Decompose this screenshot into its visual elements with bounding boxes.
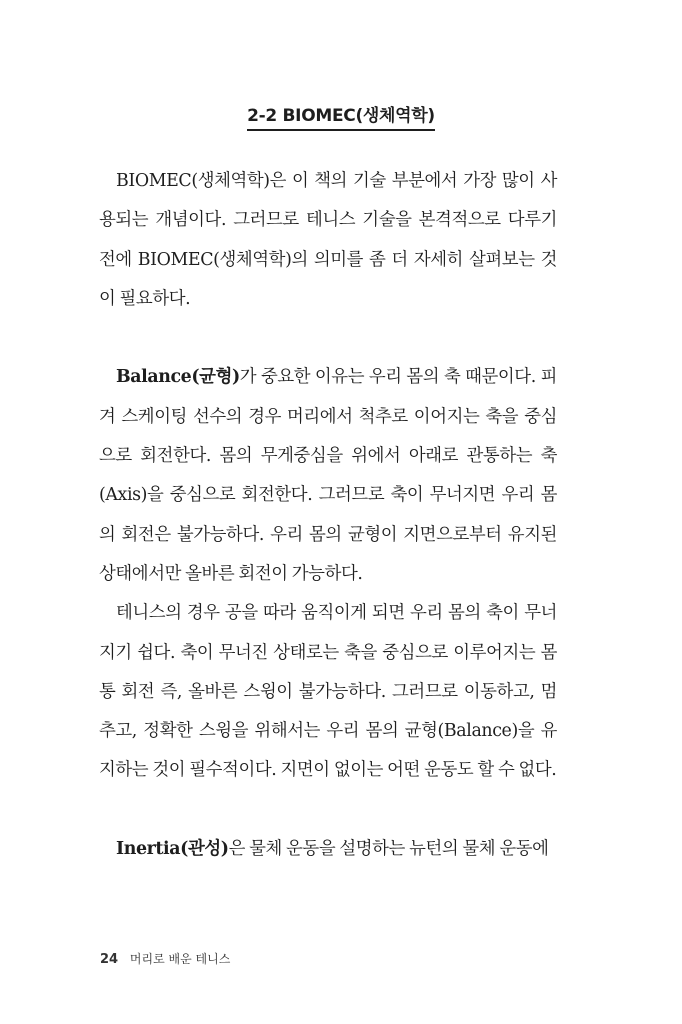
page-number: 24 [100,952,119,967]
paragraph-tennis-axis: 테니스의 경우 공을 따라 움직이게 되면 우리 몸의 축이 무너지기 쉽다. 축이 무너진 상태로는 축을 중심으로 이루어지는 몸통 회전 즉, 올바른 스윙이 불가능하다. 그러므로 이동하고, 멈추고, 정확한 스윙을 위해서는 우리 몸의 균형(Balance)을 유지하는 것이 필수적이다. 지면이 없이는 어떤 운동도 할 수 없다. [99,603,557,781]
term-inertia: Inertia(관성) [116,839,229,860]
paragraph-biomec-intro: BIOMEC(생체역학)은 이 책의 기술 부분에서 가장 많이 사용되는 개념이다. 그러므로 테니스 기술을 본격적으로 다루기 전에 BIOMEC(생체역학)의 의미를 좀 더 자세히 살펴보는 것이 필요하다. [99,171,557,309]
book-title: 머리로 배운 테니스 [129,952,231,966]
paragraph-inertia [99,830,557,869]
paragraph-balance-text: 가 중요한 이유는 우리 몸의 축 때문이다. 피겨 스케이팅 선수의 경우 머리에서 척추로 이어지는 축을 중심으로 회전한다. 몸의 무게중심을 위에서 아래로 관통하는 축(Axis)을 중심으로 회전한다. 그러므로 축이 무너지면 우리 몸의 회전은 불가능하다. 우리 몸의 균형이 지면으로부터 유지된 상태에서만 올바른 회전이 가능하다. [99,367,557,584]
paragraph-inertia-text: 은 물체 운동을 설명하는 뉴턴의 물체 운동에 [228,839,549,860]
body-text [99,162,557,869]
paragraph-balance [99,358,557,594]
section-heading [0,101,682,131]
term-balance: Balance(균형) [116,367,240,388]
page-footer [100,950,230,967]
section-heading-text: 2-2 BIOMEC(생체역학) [247,101,435,131]
